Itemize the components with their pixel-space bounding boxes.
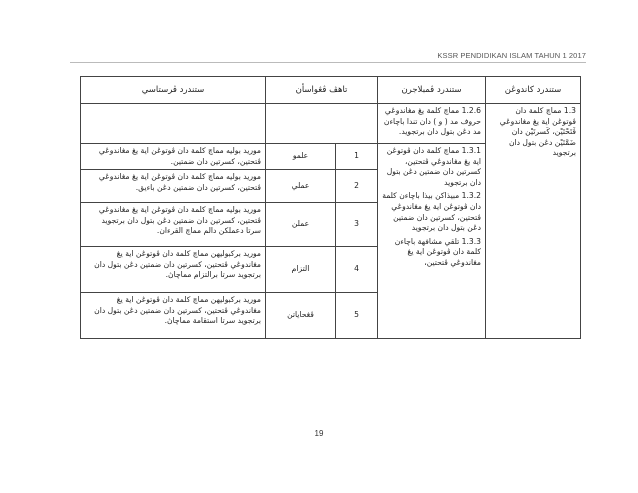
level-number: 1 [336, 144, 378, 170]
level-number: 5 [336, 293, 378, 339]
level-number: 2 [336, 170, 378, 203]
level-name: التزام [266, 247, 336, 293]
empty-performance-cell [81, 104, 266, 144]
level-name: ڤڠحاياتن [266, 293, 336, 339]
header-rule [70, 62, 586, 63]
learning-standard-item: 1.3.2 مبيذاكن بيذا باچاءن کلمة دان ڤوتوڠن اية يڠ مڠاندوڠي ڤتحتين، کسرتين دان ضمتين دڠن بتول دان برتجويد [382, 191, 481, 233]
standards-table [80, 76, 581, 339]
col-header-learning-standard: ستندرد ڤمبلاجرن [378, 77, 486, 104]
page-number: 19 [314, 429, 324, 438]
level-description: موريد برکبوليهن مماچ کلمة دان ڤوتوڠن اية يڠ مڠاندوڠي ڤتحتين، کسرتين دان ضمتين دڠن بتول دان برتجويد سرتا استقامة مماچاڽ. [81, 293, 266, 339]
col-header-content-standard: ستندرد کاندوڠن [486, 77, 581, 104]
empty-level-cell [266, 104, 378, 144]
level-description: موريد بوليه مماچ کلمة دان ڤوتوڠن اية يڠ مڠاندوڠي ڤتحتين، کسرتين دان ضمتين دڠن باءيق. [81, 170, 266, 203]
learning-standard-item: 1.2.6 مماچ کلمة يڠ مڠاندوڠي حروف مد ( و ) دان تندا باچاءن مد دڠن بتول دان برتجويد. [383, 106, 481, 137]
level-name: عملي [266, 170, 336, 203]
learning-standard-cell-2 [378, 144, 486, 339]
level-number: 4 [336, 247, 378, 293]
col-header-performance-standard: ستندرد ڤرستاسي [81, 77, 266, 104]
content-standard-text: 1.3 مماچ کلمة دان ڤوتوڠن اية يڠ مڠاندوڠي ڤَتَحْتَيْن، کَسرتَيْن دان ضَمَّتَيْن دڠن بتول دان برتجويد [499, 106, 576, 158]
level-name: عملن [266, 203, 336, 247]
content-standard-cell [486, 104, 581, 339]
learning-standard-cell-1 [378, 104, 486, 144]
level-description: موريد برکبوليهن مماچ کلمة دان ڤوتوڠن اية يڠ مڠاندوڠي ڤتحتين، کسرتين دان ضمتين دڠن بتول دان برتجويد سرتا برالتزام مماچاڽ. [81, 247, 266, 293]
level-description: موريد بوليه مماچ کلمة دان ڤوتوڠن اية يڠ مڠاندوڠي ڤتحتين، کسرتين دان ضمتين. [81, 144, 266, 170]
learning-standard-item: 1.3.1 مماچ کلمة دان ڤوتوڠن اية يڠ مڠاندوڠي ڤتحتين، کسرتين دان ضمتين دڠن بتول دان برتجويد [386, 146, 481, 187]
level-number: 3 [336, 203, 378, 247]
learning-standard-item: 1.3.3 تلقي مشافهة باچاءن کلمة دان ڤوتوڠن اية يڠ مڠاندوڠي ڤتحتين، [394, 236, 481, 267]
col-header-mastery-level: تاهڤ ڤڠواسأن [266, 77, 378, 104]
table-row [81, 104, 581, 144]
level-name: علمو [266, 144, 336, 170]
level-description: موريد بوليه مماچ کلمة دان ڤوتوڠن اية يڠ مڠاندوڠي ڤتحتين، کسرتين دان ضمتين دڠن بتول دان برتجويد سرتا دعملكن دالم مماچ القرءان. [81, 203, 266, 247]
document-header: KSSR PENDIDIKAN ISLAM TAHUN 1 2017 [437, 51, 586, 60]
table-header-row [81, 77, 581, 104]
